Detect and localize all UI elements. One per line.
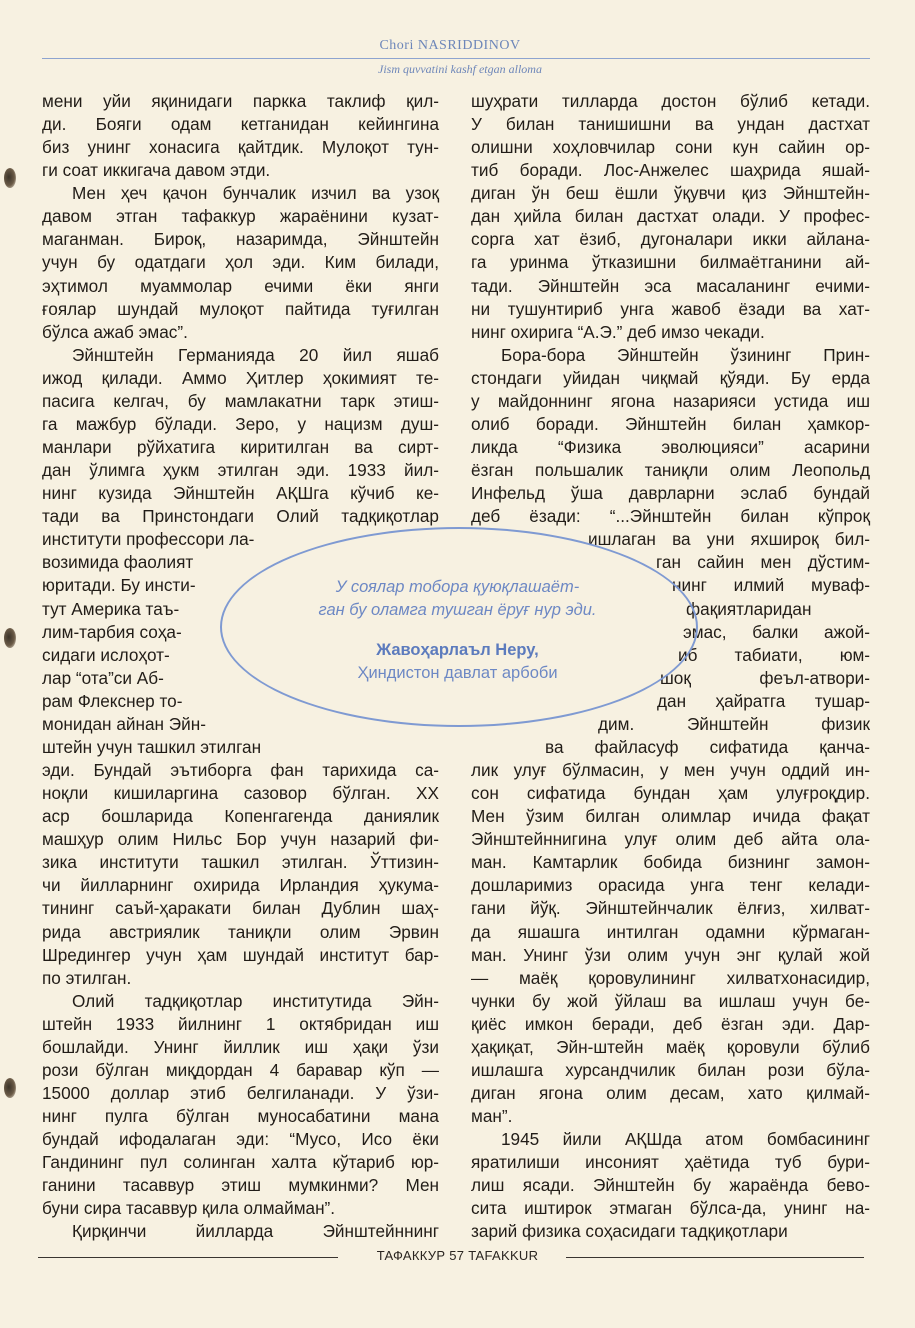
right-column-text-line: У билан танишишни ва ундан дастхат	[471, 114, 870, 135]
right-column-text-line: қиёс имкон беради, деб ёзган эди. Дар-	[471, 1013, 870, 1034]
left-column-text-line: ганини тасаввур этиш мумкинми? Мен	[42, 1175, 439, 1196]
right-column-text-line: — маёқ қоровулининг хилватхонасидир,	[471, 967, 870, 988]
pull-quote-ellipse	[220, 527, 698, 727]
left-column-text-line: эҳтимол муаммолар ечими ёки янги	[42, 275, 439, 296]
left-column-text-line: штейн учун ташкил этилган	[42, 736, 262, 757]
binding-hole-top	[4, 168, 16, 188]
left-column-text-line: тут Америка таъ-	[42, 598, 180, 619]
footer-rule-right	[566, 1257, 864, 1258]
left-column-text-line: тининг саъй-ҳаракати билан Дублин шаҳ-	[42, 898, 439, 919]
right-column-text-line: ман. Камтарлик бобида бизнинг замон-	[471, 852, 870, 873]
right-column-text-line: Инфельд ўша даврларни эслаб бундай	[471, 483, 870, 504]
binding-hole-bottom	[4, 1078, 16, 1098]
left-column-text-line: ноқли кишиларгина сазовор бўлган. XX	[42, 783, 439, 804]
header-subtitle: Jism quvvatini kashf etgan alloma	[378, 62, 542, 76]
right-column-text-line: ман. Унинг ўзи олим учун энг қулай жой	[471, 944, 870, 965]
pull-quote-line-1: У соялар тобора қуюқлашаёт-	[335, 578, 580, 596]
right-column-text-line: сорга хат ёзиб, дугоналари икки айлана-	[471, 229, 870, 250]
pull-quote-role: Ҳиндистон давлат арбоби	[357, 664, 558, 682]
left-column-text-line: нинг кузида Эйнштейн АҚШга кўчиб ке-	[42, 483, 439, 504]
right-column-text-line: дим. Эйнштейн физик	[598, 713, 870, 734]
left-column-text-line: юритади. Бу инсти-	[42, 575, 196, 596]
left-column-text-line: буни сира тасаввур қила олмайман”.	[42, 1198, 336, 1219]
left-column-text-line: Қирқинчи йилларда Эйнштейннинг	[72, 1221, 439, 1242]
left-column-text-line: аср бошларида Копенгагенда даниялик	[42, 806, 439, 827]
left-column-text-line: тади ва Принстондаги Олий тадқиқотлар	[42, 506, 439, 527]
left-column-text-line: мени уйи яқинидаги паркка таклиф қил-	[42, 91, 439, 111]
left-column-text-line: зика институти ташкил этилган. Ўттизин-	[42, 852, 439, 873]
left-column-text-line: чи йилларнинг охирида Ирландия ҳукума-	[42, 875, 439, 896]
right-column-text-line: гани йўқ. Эйнштейнчалик ёлғиз, хилват-	[471, 898, 870, 919]
left-column-text-line: нинг пулга бўлган муносабатини мана	[42, 1106, 439, 1127]
right-column-text-line: ишлаган ва уни яхшироқ бил-	[588, 529, 870, 550]
footer-label-right: TAFAKKUR	[468, 1248, 539, 1263]
right-column-text-line: Мен ўзим билган олимлар ичида фақат	[471, 806, 870, 827]
pull-quote-author: Жавоҳарлаъл Неру,	[376, 641, 539, 659]
left-column-text-line: ги соат иккигача давом этди.	[42, 160, 271, 181]
left-column-text-line: Шредингер учун ҳам шундай институт бар-	[42, 944, 439, 965]
right-column-text-line: олишни хоҳловчилар сони кун сайин ор-	[471, 137, 870, 158]
right-column-text-line: га уринма ўтказишни билмаётганини ай-	[471, 252, 870, 273]
footer-label	[0, 1248, 915, 1263]
footer-page-number: 57	[449, 1248, 465, 1263]
right-column-text-line: дан ҳийла билан дастхат олади. У профес-	[471, 206, 870, 227]
left-column-text-line: биз унинг хонасига қайтдик. Мулоқот тун-	[42, 137, 439, 158]
right-column-text-line: дошларимиз орасида унга тенг келади-	[471, 875, 870, 896]
right-column-text-line: нинг охирига “А.Э.” деб имзо чекади.	[471, 321, 765, 342]
right-column-text-line: 1945 йили АҚШда атом бомбасининг	[501, 1129, 870, 1150]
right-column-text-line: тади. Эйнштейн эса масаланинг ечими-	[471, 275, 870, 296]
right-column-text-line: шоқ феъл-атвори-	[660, 667, 870, 688]
left-column-text-line: возимида фаолият	[42, 552, 194, 573]
right-column-text-line: да яшашга интилган одамни кўрмаган-	[471, 921, 870, 942]
right-column-text-line: иб табиати, юм-	[678, 644, 870, 665]
right-column-text-line: ликда “Физика эволюцияси” асарини	[471, 437, 870, 458]
right-column-text-line: олиб боради. Эйнштейн билан ҳамкор-	[471, 413, 870, 434]
left-column-text-line: бундай ифодалаган эди: “Мусо, Исо ёки	[42, 1129, 439, 1150]
left-column-text-line: бошлайди. Унинг йиллик иш ҳақи ўзи	[42, 1036, 439, 1057]
right-column-text-line: тиб боради. Лос-Анжелес шаҳрида яшай-	[471, 160, 870, 181]
left-column-text-line: рам Флекснер то-	[42, 690, 183, 711]
left-column-text-line: ижод қилади. Аммо Ҳитлер ҳокимият те-	[42, 367, 439, 388]
left-column-text-line: пасига келгач, бу мамлакатни тарк этиш-	[42, 390, 439, 411]
left-column-text-line: манлари рўйхатига киритилган ва сирт-	[42, 437, 439, 458]
right-column-text-line: Эйнштейннигина улуғ олим деб айта ола-	[471, 829, 870, 850]
right-column-text-line: у майдоннинг ягона назарияси устида иш	[471, 390, 870, 411]
right-column-text-line: сон сифатида бундан ҳам улуғроқдир.	[471, 783, 870, 804]
left-column-text-line: га мажбур бўлади. Зеро, у нацизм душ-	[42, 413, 439, 434]
left-column-text-line: Мен ҳеч қачон бунчалик изчил ва узоқ	[72, 183, 439, 204]
right-column-text-line: диган ўн беш ёшли ўқувчи қиз Эйнштейн-	[471, 183, 870, 204]
right-column-text-line: лиш ясади. Эйнштейн бу жараёнда бево-	[471, 1175, 870, 1196]
left-column-text-line: рози бўлган миқдордан 4 баравар кўп —	[42, 1059, 439, 1080]
right-column-text-line: дан ҳайратга тушар-	[657, 690, 870, 711]
left-column-text-line: лар “ота”си Аб-	[42, 667, 164, 688]
left-column-text-line: 15000 доллар этиб белгиланади. У ўзи-	[42, 1083, 439, 1103]
right-column-text-line: нинг илмий муваф-	[672, 575, 870, 596]
right-column-text-line: ган сайин мен дўстим-	[656, 552, 870, 573]
right-column-text-line: сита иштирок этмаган бўлса-да, унинг на-	[471, 1198, 870, 1219]
left-column-text-line: лим-тарбия соҳа-	[42, 621, 182, 642]
right-column-text-line: яратилиши инсоният ҳаётида туб бури-	[471, 1152, 870, 1173]
left-column-text-line: бўлса ажаб эмас”.	[42, 321, 188, 342]
left-column-text-line: ди. Бояги одам кетганидан кейингина	[42, 114, 439, 135]
right-column-text-line: стондаги уйидан чиқмай қўяди. Бу ерда	[471, 367, 870, 388]
pull-quote-line-2: ган бу оламга тушган ёруғ нур эди.	[318, 601, 597, 619]
header-rule	[42, 58, 870, 59]
right-column-text-line: деб ёзади: “...Эйнштейн билан кўпроқ	[471, 506, 870, 527]
left-column-text-line: Олий тадқиқотлар институтида Эйн-	[72, 990, 439, 1011]
left-column-text-line: по этилган.	[42, 967, 132, 988]
right-column-text-line: ҳақиқат, Эйн-штейн маёқ қоровули бўлиб	[471, 1036, 870, 1057]
left-column-text-line: машҳур олим Нильс Бор учун назарий фи-	[42, 829, 439, 850]
left-column-text-line: ғоялар шундай мулоқот пайтида туғилган	[42, 298, 439, 319]
right-column-text-line: эмас, балки ажой-	[683, 621, 870, 642]
right-column-text-line: диган ягона олим десам, хато қилмай-	[471, 1083, 870, 1103]
right-column-text-line: шуҳрати тилларда достон бўлиб кетади.	[471, 91, 870, 111]
right-column-text-line: ёзган польшалик таниқли олим Леопольд	[471, 460, 870, 481]
right-column-text-line: ва файласуф сифатида қанча-	[545, 736, 870, 757]
left-column-text-line: институти профессори ла-	[42, 529, 255, 550]
left-column-text-line: эди. Бундай эътиборга фан тарихида са-	[42, 760, 439, 781]
right-column-text-line: лик улуғ бўлмасин, у мен учун оддий ин-	[471, 760, 870, 781]
right-column-text-line: Бора-бора Эйнштейн ўзининг Прин-	[501, 344, 870, 365]
left-column-text-line: штейн 1933 йилнинг 1 октябридан иш	[42, 1013, 439, 1034]
right-column-text-line: ишлашга хурсандчилик билан рози бўла-	[471, 1059, 870, 1080]
left-column-text-line: монидан айнан Эйн-	[42, 713, 206, 734]
left-column-text-line: давом этган тафаккур жараёнини кузат-	[42, 206, 439, 227]
left-column-text-line: маганман. Бироқ, назаримда, Эйнштейн	[42, 229, 439, 250]
left-column-text-line: учун бу одатдаги ҳол эди. Ким билади,	[42, 252, 439, 273]
right-column-text-line: ни тушунтириб унга жавоб ёзади ва хат-	[471, 298, 870, 319]
right-column-text-line: зарий физика соҳасидаги тадқиқотлари	[471, 1221, 788, 1242]
left-column-text-line: Эйнштейн Германияда 20 йил яшаб	[72, 344, 439, 365]
right-column-text-line: фақиятларидан	[686, 598, 812, 619]
left-column-text-line: дан ўлимга ҳукм этилган эди. 1933 йил-	[42, 460, 439, 481]
right-column-text-line: ман”.	[471, 1106, 513, 1127]
left-column-text-line: сидаги ислоҳот-	[42, 644, 170, 665]
left-column-text-line: рида австриялик таниқли олим Эрвин	[42, 921, 439, 942]
footer-label-left: ТАФАККУР	[376, 1248, 446, 1263]
header-author: Chori NASRIDDINOV	[379, 38, 521, 53]
left-column-text-line: Гандининг пул солинган халта кўтариб юр-	[42, 1152, 439, 1173]
right-column-text-line: чунки бу жой ўйлаш ва ишлаш учун бе-	[471, 990, 870, 1011]
